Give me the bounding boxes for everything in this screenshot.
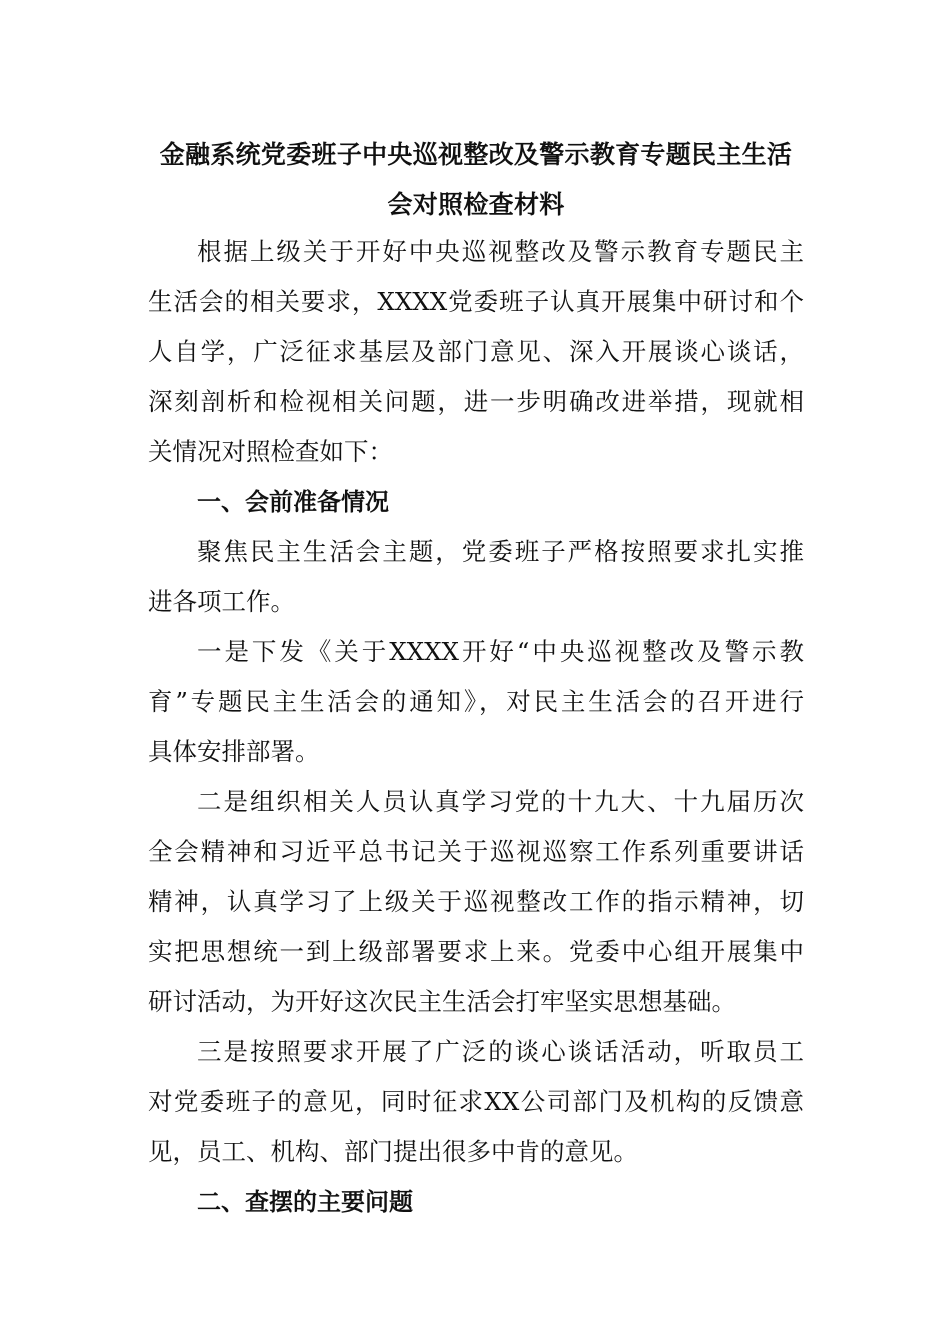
item1-line-3: 具体安排部署。 bbox=[148, 737, 320, 766]
section1-lead-line-1: 聚焦民主生活会主题，党委班子严格按照要求扎实推 bbox=[197, 537, 804, 566]
item2-line-3: 精神，认真学习了上级关于巡视整改工作的指示精神，切 bbox=[148, 887, 804, 916]
section1-lead-line-2: 进各项工作。 bbox=[148, 587, 295, 616]
section-heading-main-problems: 二、查摆的主要问题 bbox=[197, 1188, 413, 1216]
intro-paragraph-line-3: 人自学，广泛征求基层及部门意见、深入开展谈心谈话， bbox=[148, 337, 804, 366]
document-title-line-1: 金融系统党委班子中央巡视整改及警示教育专题民主生活 bbox=[159, 140, 793, 169]
document-title-line-2: 会对照检查材料 bbox=[387, 190, 565, 219]
item3-line-3: 见，员工、机构、部门提出很多中肯的意见。 bbox=[148, 1137, 638, 1166]
intro-paragraph-line-2: 生活会的相关要求，XXXX党委班子认真开展集中研讨和个 bbox=[148, 287, 804, 316]
item1-line-2: 育”专题民主生活会的通知》，对民主生活会的召开进行 bbox=[148, 687, 804, 716]
item2-line-4: 实把思想统一到上级部署要求上来。党委中心组开展集中 bbox=[148, 937, 804, 966]
section-heading-preparation: 一、会前准备情况 bbox=[197, 488, 389, 516]
intro-paragraph-line-4: 深刻剖析和检视相关问题，进一步明确改进举措，现就相 bbox=[148, 387, 804, 416]
item1-line-1: 一是下发《关于XXXX开好“中央巡视整改及警示教 bbox=[197, 637, 804, 666]
item2-line-2: 全会精神和习近平总书记关于巡视巡察工作系列重要讲话 bbox=[148, 837, 804, 866]
intro-paragraph-line-5: 关情况对照检查如下： bbox=[148, 437, 393, 466]
item2-line-5: 研讨活动，为开好这次民主生活会打牢坚实思想基础。 bbox=[148, 987, 736, 1016]
item2-line-1: 二是组织相关人员认真学习党的十九大、十九届历次 bbox=[197, 787, 804, 816]
intro-paragraph-line-1: 根据上级关于开好中央巡视整改及警示教育专题民主 bbox=[197, 237, 804, 266]
item3-line-2: 对党委班子的意见，同时征求XX公司部门及机构的反馈意 bbox=[148, 1087, 804, 1116]
item3-line-1: 三是按照要求开展了广泛的谈心谈话活动，听取员工 bbox=[197, 1037, 804, 1066]
